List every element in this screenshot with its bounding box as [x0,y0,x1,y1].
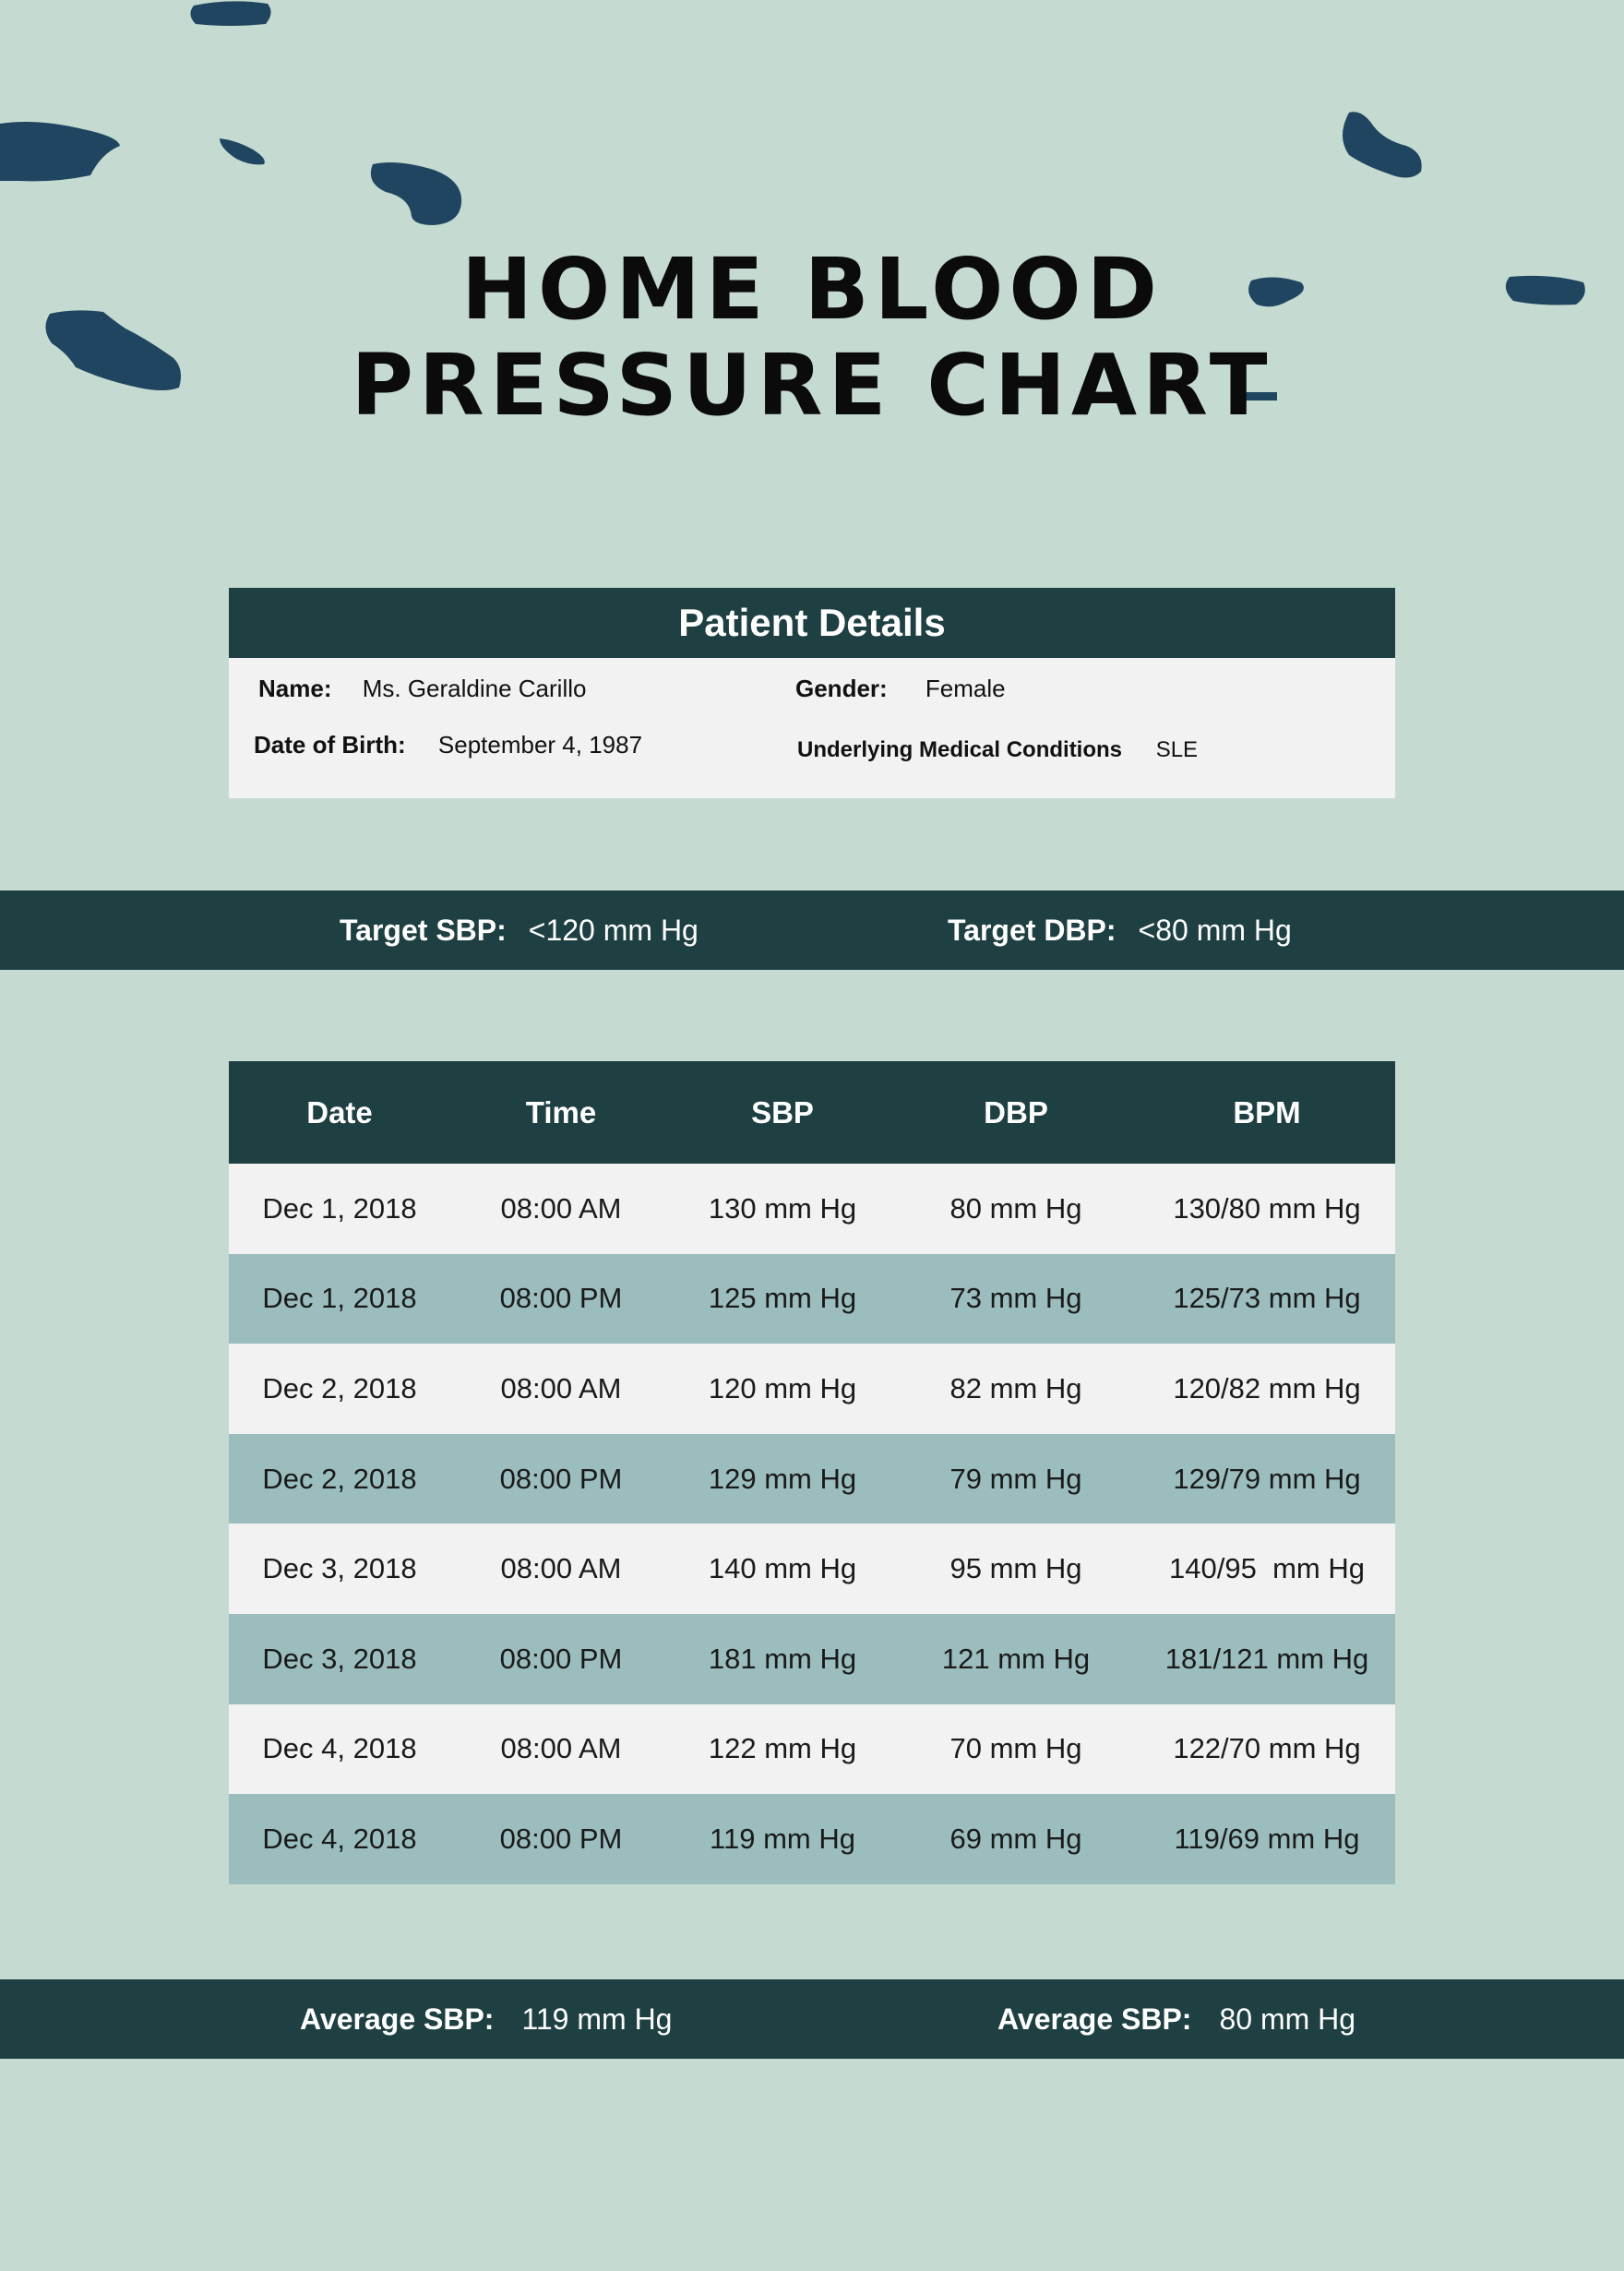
cell-dbp: 95 mm Hg [893,1524,1139,1614]
cell-bpm: 125/73 mm Hg [1139,1254,1395,1345]
table-row [229,1344,1395,1434]
cell-dbp: 79 mm Hg [893,1434,1139,1524]
cell-bpm: 119/69 mm Hg [1139,1794,1395,1884]
table-row [229,1164,1395,1254]
cell-bpm: 181/121 mm Hg [1139,1614,1395,1704]
gender-label: Gender: [795,675,888,702]
conditions-label: Underlying Medical Conditions [797,737,1123,762]
cell-dbp: 73 mm Hg [893,1254,1139,1345]
cell-sbp: 140 mm Hg [672,1524,893,1614]
name-value: Ms. Geraldine Carillo [362,675,587,702]
average-left [300,1979,672,2059]
patient-details-heading: Patient Details [229,588,1395,658]
header-sbp: SBP [672,1061,893,1164]
cell-sbp: 125 mm Hg [672,1254,893,1345]
blob-shape [190,1,270,26]
cell-date: Dec 2, 2018 [229,1434,450,1524]
table-row [229,1794,1395,1884]
cell-sbp: 181 mm Hg [672,1614,893,1704]
average-right-value: 80 mm Hg [1219,2002,1356,2036]
blob-shape [1343,112,1422,177]
cell-date: Dec 2, 2018 [229,1344,450,1434]
patient-dob [254,731,642,759]
cell-date: Dec 1, 2018 [229,1164,450,1254]
header-bpm: BPM [1139,1061,1395,1164]
cell-sbp: 122 mm Hg [672,1704,893,1795]
cell-sbp: 120 mm Hg [672,1344,893,1434]
gender-value: Female [925,675,1006,702]
cell-bpm: 122/70 mm Hg [1139,1704,1395,1795]
dob-label: Date of Birth: [254,731,406,759]
header-time: Time [450,1061,672,1164]
patient-gender [795,675,1006,703]
average-right [997,1979,1355,2059]
table-row [229,1524,1395,1614]
header-dbp: DBP [893,1061,1139,1164]
patient-details-card [229,588,1395,798]
title-line-2: PRESSURE CHART [351,336,1273,435]
cell-time: 08:00 PM [450,1794,672,1884]
table-row [229,1434,1395,1524]
patient-conditions [797,737,1198,763]
average-right-label: Average SBP: [997,2002,1192,2036]
target-sbp-value: <120 mm Hg [528,914,699,947]
table-row [229,1254,1395,1345]
table-row [229,1614,1395,1704]
target-dbp-value: <80 mm Hg [1138,914,1292,947]
cell-dbp: 121 mm Hg [893,1614,1139,1704]
target-sbp [340,890,699,970]
cell-date: Dec 4, 2018 [229,1794,450,1884]
blob-shape [0,122,120,181]
cell-sbp: 130 mm Hg [672,1164,893,1254]
average-left-label: Average SBP: [300,2002,495,2036]
blob-shape [371,162,461,225]
target-sbp-label: Target SBP: [340,914,507,947]
patient-details-body [229,658,1395,798]
cell-bpm: 130/80 mm Hg [1139,1164,1395,1254]
blob-shape [220,138,265,164]
cell-time: 08:00 PM [450,1254,672,1345]
target-dbp [948,890,1292,970]
dob-value: September 4, 1987 [437,731,643,759]
conditions-value: SLE [1155,737,1199,762]
cell-dbp: 82 mm Hg [893,1344,1139,1434]
cell-date: Dec 4, 2018 [229,1704,450,1795]
cell-date: Dec 3, 2018 [229,1614,450,1704]
average-left-value: 119 mm Hg [521,2002,673,2036]
cell-time: 08:00 AM [450,1164,672,1254]
cell-bpm: 129/79 mm Hg [1139,1434,1395,1524]
header-date: Date [229,1061,450,1164]
cell-time: 08:00 PM [450,1614,672,1704]
cell-date: Dec 3, 2018 [229,1524,450,1614]
cell-dbp: 69 mm Hg [893,1794,1139,1884]
cell-bpm: 120/82 mm Hg [1139,1344,1395,1434]
cell-dbp: 80 mm Hg [893,1164,1139,1254]
page-title [0,242,1624,434]
readings-table [229,1061,1395,1884]
cell-dbp: 70 mm Hg [893,1704,1139,1795]
cell-sbp: 119 mm Hg [672,1794,893,1884]
table-header-row [229,1061,1395,1164]
cell-time: 08:00 AM [450,1704,672,1795]
cell-time: 08:00 PM [450,1434,672,1524]
patient-name [258,675,586,703]
average-band [0,1979,1624,2059]
target-band [0,890,1624,970]
table-row [229,1704,1395,1795]
name-label: Name: [258,675,332,702]
cell-sbp: 129 mm Hg [672,1434,893,1524]
cell-date: Dec 1, 2018 [229,1254,450,1345]
title-line-1: HOME BLOOD [461,240,1163,339]
cell-time: 08:00 AM [450,1344,672,1434]
cell-time: 08:00 AM [450,1524,672,1614]
cell-bpm: 140/95 mm Hg [1139,1524,1395,1614]
target-dbp-label: Target DBP: [948,914,1116,947]
